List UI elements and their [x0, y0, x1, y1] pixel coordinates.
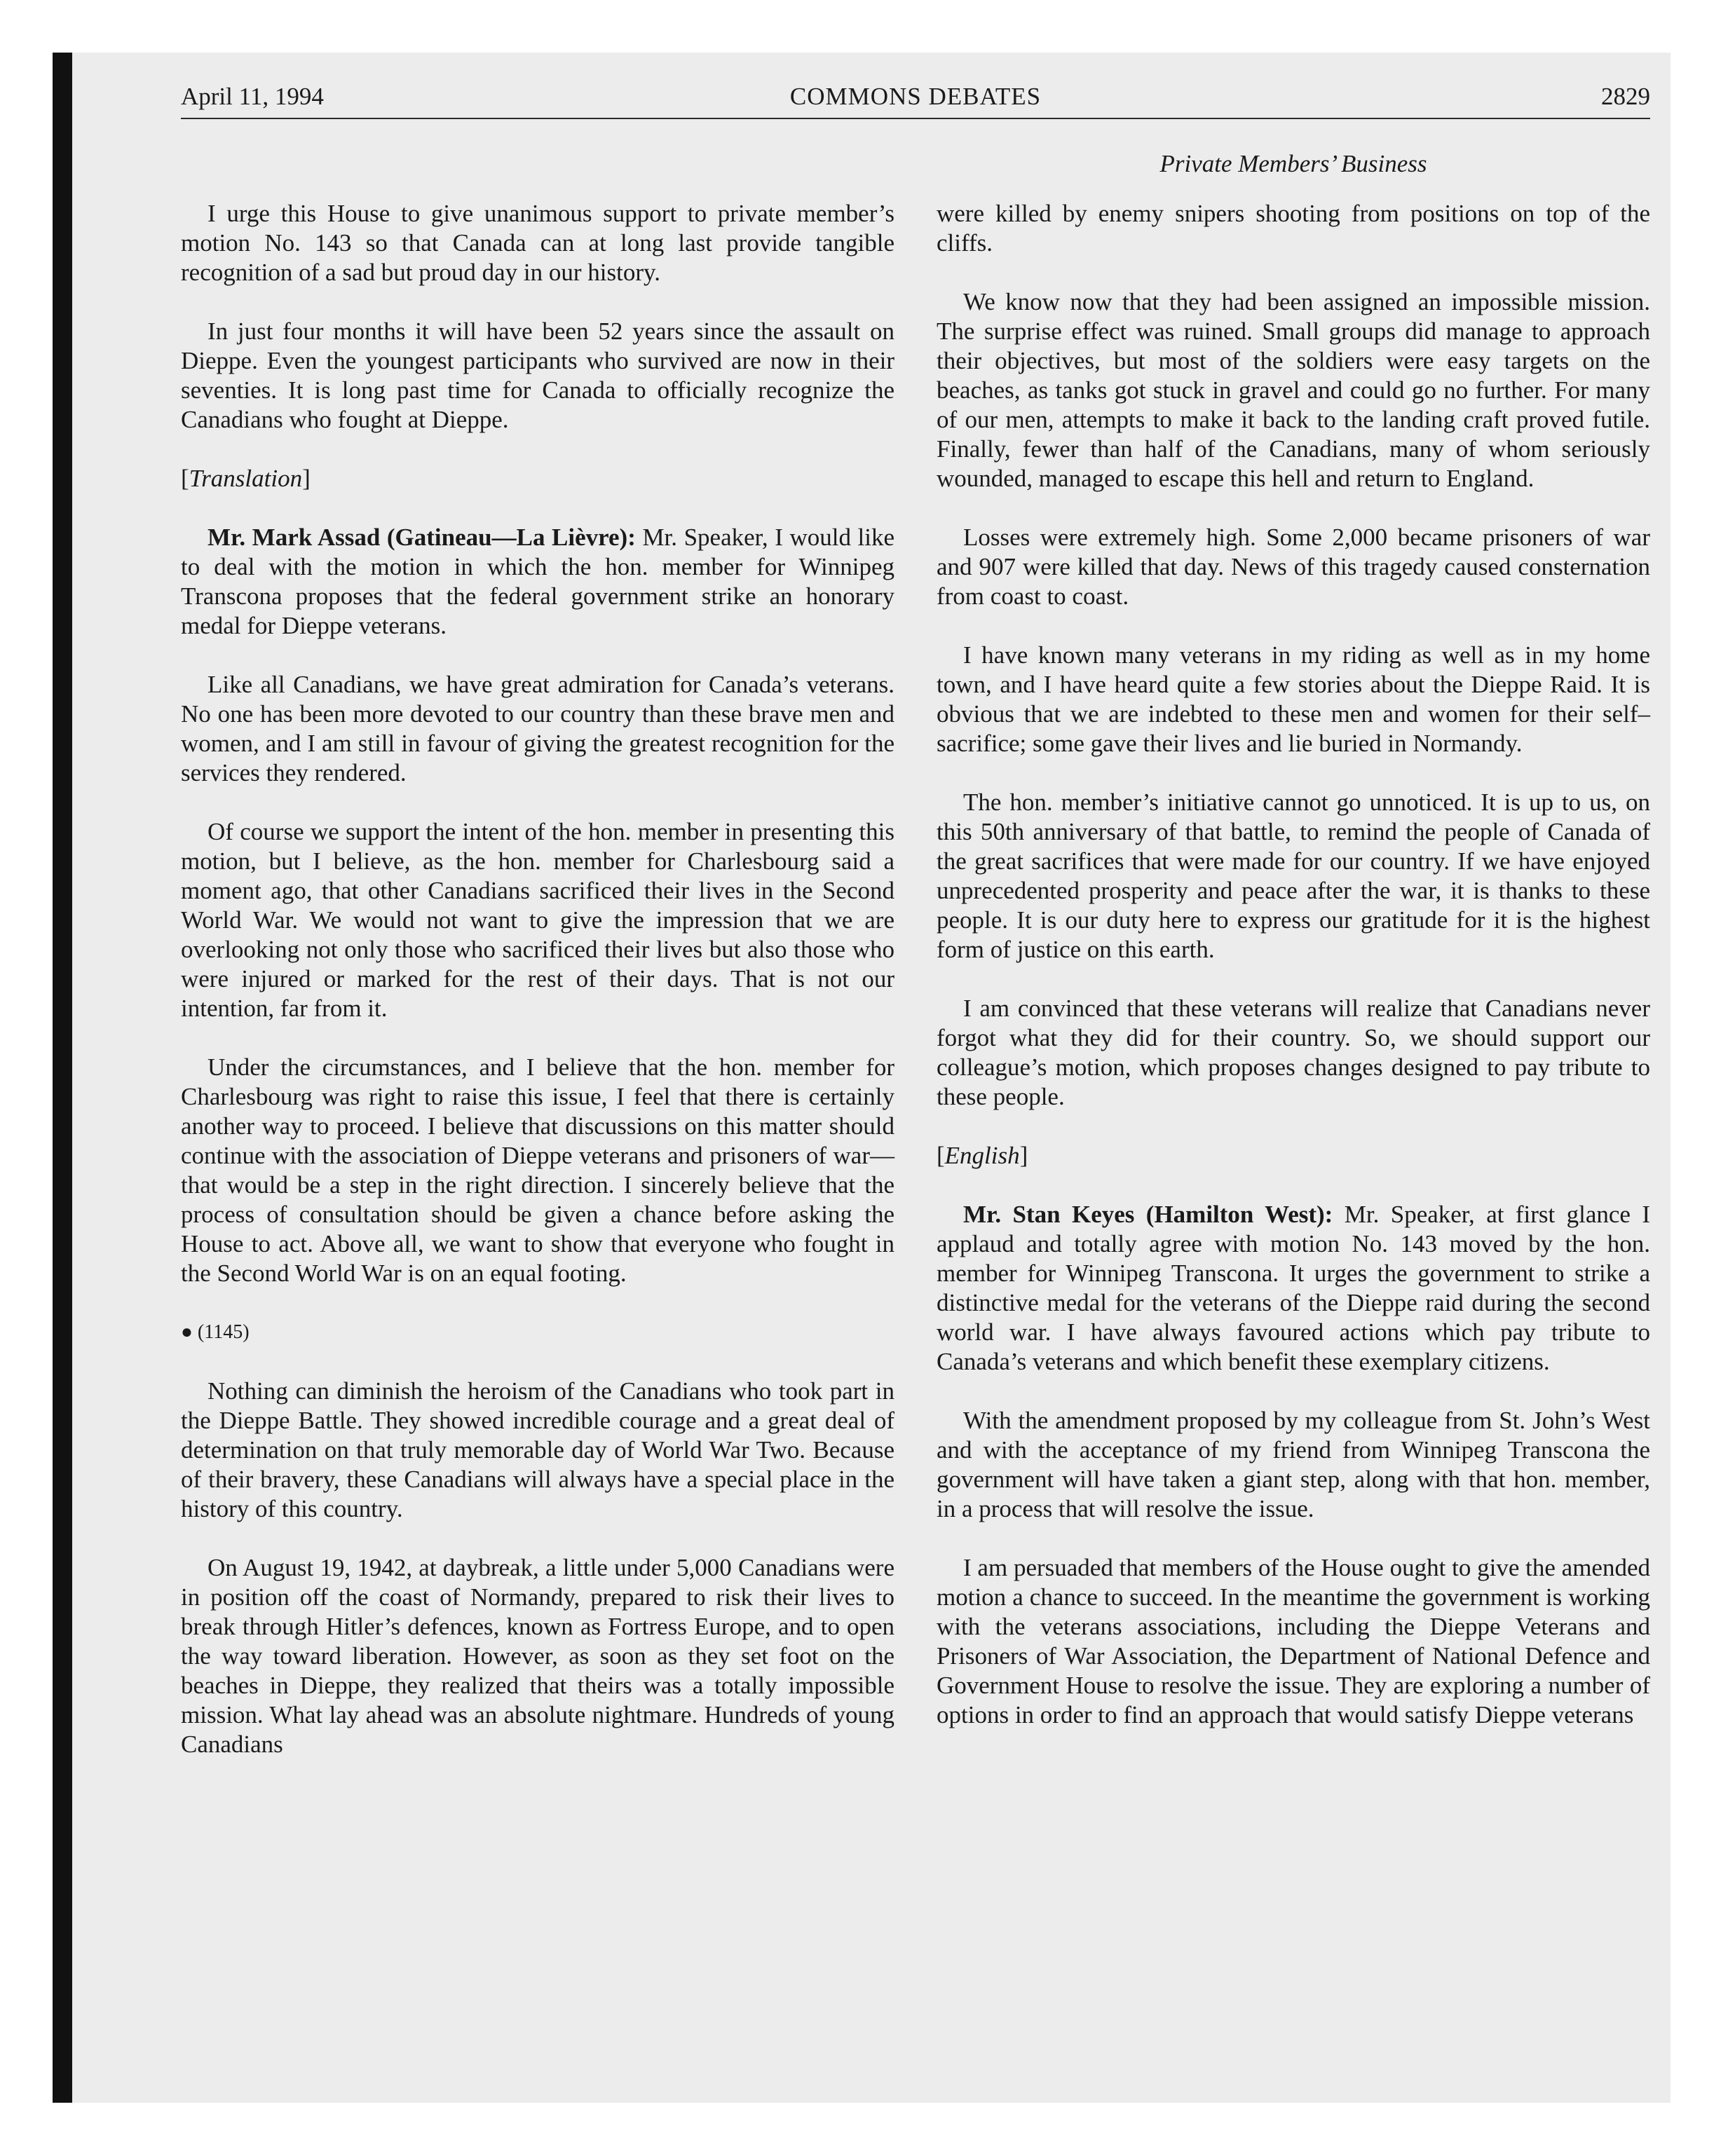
- paragraph: I am convinced that these veterans will realize that Canadians never forgot what they did for their country. So, we should support our colleague’s motion, which proposes changes designed to pay tribute to these people.: [937, 995, 1650, 1110]
- paragraph: In just four months it will have been 52 years since the assault on Dieppe. Even the youngest participants who survived are now in their seventies. It is long past time for Canada to officially recognize the Canadians who fought at Dieppe.: [181, 318, 894, 433]
- speech-paragraph: [937, 1200, 1650, 1377]
- paragraph: Losses were extremely high. Some 2,000 became prisoners of war and 907 were killed that day. News of this tragedy caused consternation from coast to coast.: [937, 524, 1650, 610]
- paragraph: We know now that they had been assigned an impossible mission. The surprise effect was ruined. Small groups did manage to approach their objectives, but most of the soldiers were easy targets on the beaches, as tanks got stuck in gravel and could go no further. For many of our men, attempts to make it back to the landing craft proved futile. Finally, fewer than half of the Canadians, many of whom seriously wounded, managed to escape this hell and return to England.: [937, 288, 1650, 492]
- right-column: [937, 199, 1650, 1759]
- page-header: [181, 77, 1650, 116]
- english-tag-label: English: [944, 1142, 1020, 1169]
- scan-edge: [53, 53, 72, 2103]
- speaker-name: Mr. Stan Keyes (Hamilton West):: [963, 1201, 1333, 1228]
- paragraph: I have known many veterans in my riding as well as in my home town, and I have heard quite a few stories about the Dieppe Raid. It is obvious that we are indebted to these men and women for their self–sacrifice; some gave their lives and lie buried in Normandy.: [937, 641, 1650, 757]
- speech-paragraph: [181, 523, 894, 641]
- translation-tag: [Translation]: [181, 465, 311, 492]
- paragraph: Nothing can diminish the heroism of the Canadians who took part in the Dieppe Battle. They showed incredible courage and a great deal of determination on that truly memorable day of World War Two. Because of their bravery, these Canadians will always have a special place in the history of this country.: [181, 1377, 894, 1522]
- header-date: April 11, 1994: [181, 83, 324, 110]
- paragraph: I urge this House to give unanimous support to private member’s motion No. 143 so that Canada can at long last provide tangible recognition of a sad but proud day in our history.: [181, 200, 894, 286]
- page-number: 2829: [1601, 83, 1650, 110]
- paragraph: Of course we support the intent of the hon. member in presenting this motion, but I believe, as the hon. member for Charlesbourg said a moment ago, that other Canadians sacrificed their lives in the Second World War. We would not want to give the impression that we are overlooking not only those who sacrificed their lives but also those who were injured or marked for the rest of their days. That is not our intention, far from it.: [181, 818, 894, 1022]
- english-tag: [English]: [937, 1142, 1028, 1169]
- publication-title: COMMONS DEBATES: [789, 83, 1042, 110]
- paragraph: I am persuaded that members of the House ought to give the amended motion a chance to succeed. In the meantime the government is working with the veterans associations, including the Dieppe Veterans and Prisoners of War Association, the Department of National Defence and Government House to resolve the issue. They are exploring a number of options in order to find an approach that would satisfy Dieppe veterans: [937, 1554, 1650, 1728]
- paragraph: With the amendment proposed by my colleague from St. John’s West and with the acceptance of my friend from Winnipeg Transcona the government will have taken a giant step, along with that hon. member, in a process that will resolve the issue.: [937, 1407, 1650, 1522]
- header-rule: [181, 118, 1650, 119]
- speech-text: Mr. Speaker, I would like to deal with the motion in which the hon. member for Winnipeg Transcona proposes that the federal government strike an honorary medal for Dieppe veterans.: [181, 524, 894, 639]
- paragraph: Under the circumstances, and I believe that the hon. member for Charlesbourg was right to raise this issue, I feel that there is certainly another way to proceed. I believe that discussions on this matter should continue with the association of Dieppe veterans and prisoners of war—that would be a step in the right direction. I sincerely believe that the process of consultation should be given a chance before asking the House to act. Above all, we want to show that everyone who fought in the Second World War is on an equal footing.: [181, 1053, 894, 1287]
- paragraph: were killed by enemy snipers shooting from positions on top of the cliffs.: [937, 200, 1650, 257]
- paragraph: Like all Canadians, we have great admiration for Canada’s veterans. No one has been more devoted to our country than these brave men and women, and I am still in favour of giving the greatest recognition for the services they rendered.: [181, 671, 894, 786]
- paragraph: The hon. member’s initiative cannot go unnoticed. It is up to us, on this 50th anniversary of that battle, to remind the people of Canada of the great sacrifices that were made for our country. If we have enjoyed unprecedented prosperity and peace after the war, it is thanks to these people. It is our duty here to express our gratitude for it is the highest form of justice on this earth.: [937, 789, 1650, 963]
- time-marker: ● (1145): [181, 1321, 250, 1343]
- translation-tag-label: Translation: [189, 465, 303, 492]
- section-title: Private Members’ Business: [1159, 150, 1427, 177]
- left-column: [181, 199, 894, 1789]
- speech-text: Mr. Speaker, at first glance I applaud and totally agree with motion No. 143 moved by the hon. member for Winnipeg Transcona. It urges the government to strike a distinctive medal for the veterans of the Dieppe raid during the second world war. I have always favoured actions which pay tribute to Canada’s veterans and which benefit these exemplary citizens.: [937, 1201, 1650, 1375]
- paragraph: On August 19, 1942, at daybreak, a little under 5,000 Canadians were in position off the coast of Normandy, prepared to risk their lives to break through Hitler’s defences, known as Fortress Europe, and to open the way toward liberation. However, as soon as they set foot on the beaches in Dieppe, they realized that theirs was a totally impossible mission. What lay ahead was an absolute nightmare. Hundreds of young Canadians: [181, 1554, 894, 1758]
- speaker-name: Mr. Mark Assad (Gatineau—La Lièvre):: [207, 524, 636, 551]
